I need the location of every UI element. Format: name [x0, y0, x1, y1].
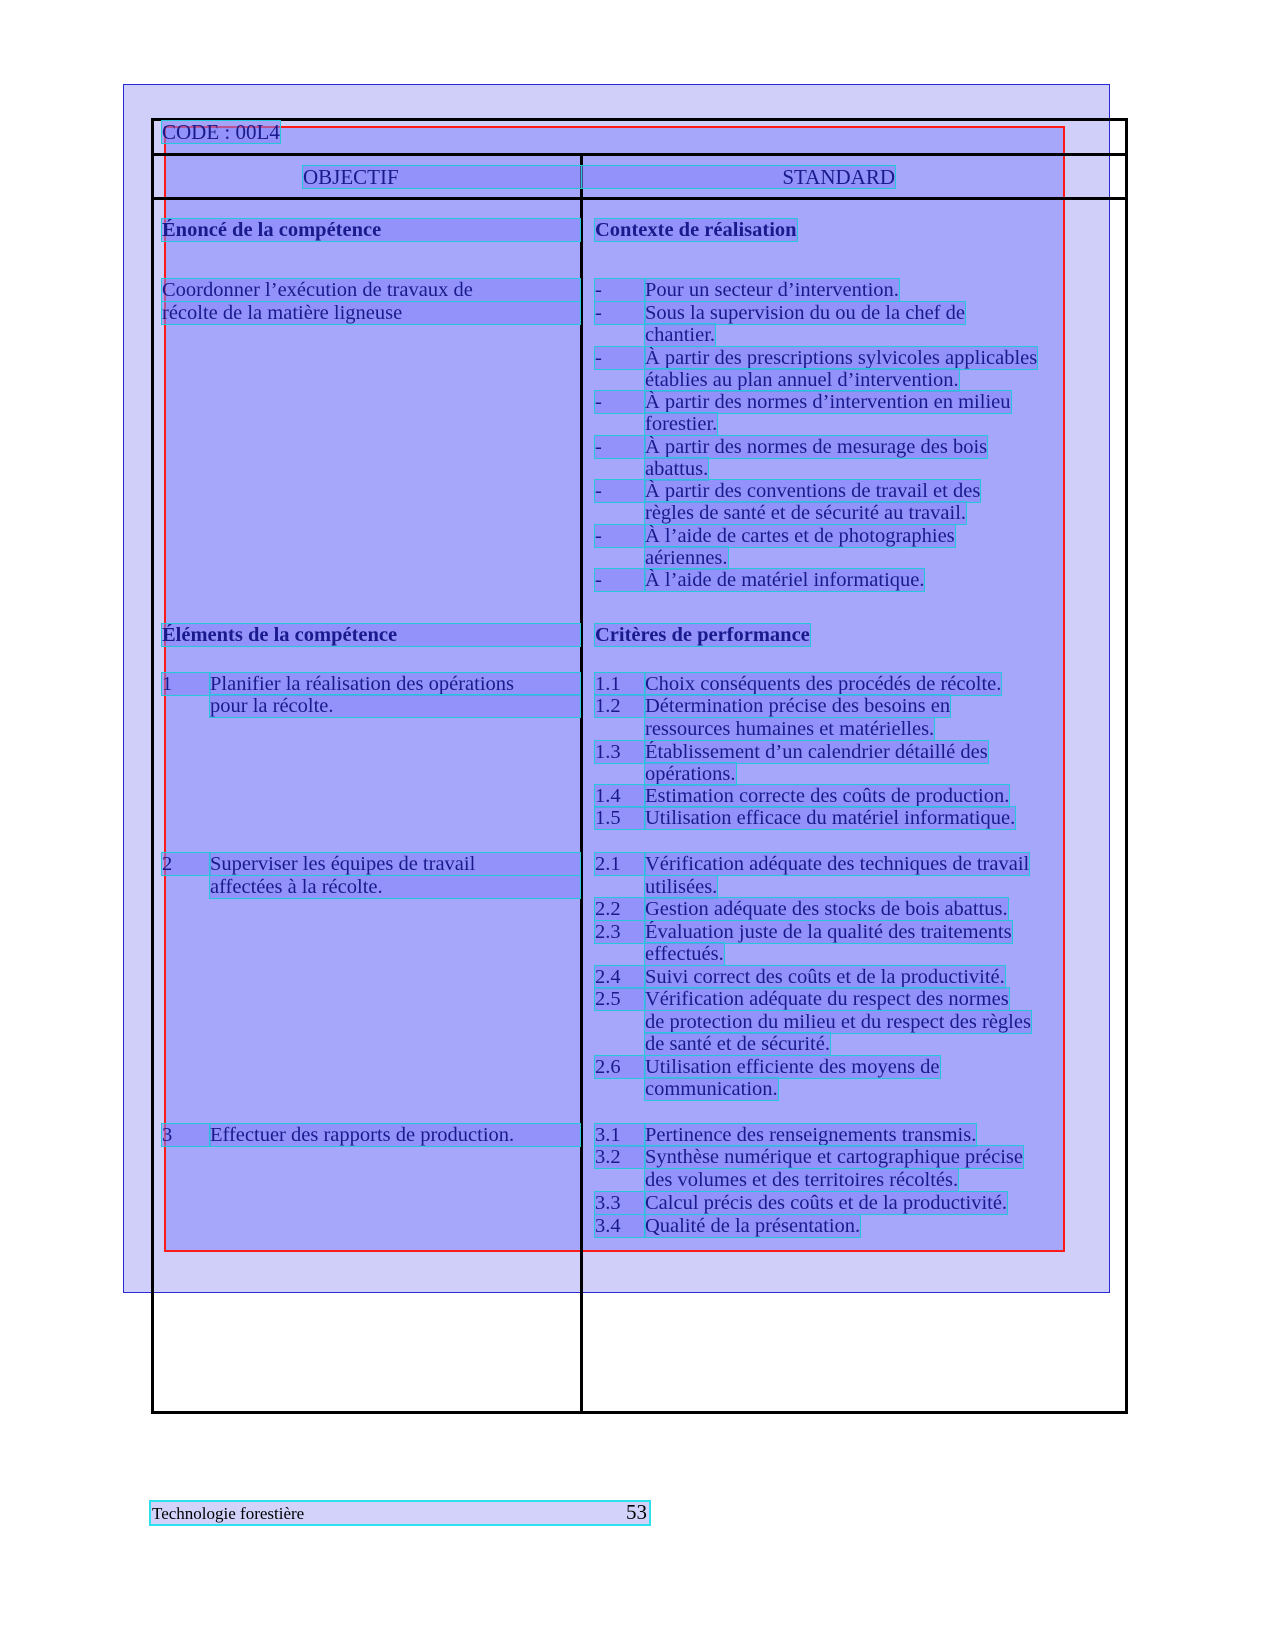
critere-line: de protection du milieu et du respect des règles: [645, 1011, 1031, 1033]
page-number: 53: [626, 1500, 647, 1524]
critere-line: Vérification adéquate des techniques de travail: [645, 853, 1030, 875]
critere-number: 2.4: [595, 966, 645, 988]
element-line: pour la récolte.: [210, 695, 580, 717]
element-number: 3: [162, 1124, 210, 1146]
contexte-line: établies au plan annuel d’intervention.: [645, 369, 959, 391]
contexte-line: Sous la supervision du ou de la chef de: [645, 302, 965, 324]
table-divider-columns: [580, 154, 583, 1414]
table-divider-header: [151, 197, 1128, 200]
critere-number: 2.2: [595, 898, 645, 920]
critere-number: 3.2: [595, 1146, 645, 1168]
enonce-line: Coordonner l’exécution de travaux de: [162, 279, 580, 301]
critere-number: 3.1: [595, 1124, 645, 1146]
contexte-line: À l’aide de matériel informatique.: [645, 569, 925, 591]
critere-line: Estimation correcte des coûts de production.: [645, 785, 1010, 807]
contexte-line: abattus.: [645, 458, 709, 480]
criteres-heading: Critères de performance: [595, 624, 810, 646]
critere-line: Qualité de la présentation.: [645, 1215, 861, 1237]
contexte-bullet: -: [595, 436, 645, 458]
objective-header: OBJECTIF: [303, 166, 581, 188]
critere-line: utilisées.: [645, 876, 718, 898]
critere-line: de santé et de sécurité.: [645, 1033, 830, 1055]
critere-line: Pertinence des renseignements transmis.: [645, 1124, 977, 1146]
element-number: 2: [162, 853, 210, 875]
critere-number: 1.4: [595, 785, 645, 807]
critere-line: Vérification adéquate du respect des normes: [645, 988, 1009, 1010]
contexte-bullet: -: [595, 391, 645, 413]
critere-number: 2.5: [595, 988, 645, 1010]
critere-line: Synthèse numérique et cartographique précise: [645, 1146, 1023, 1168]
contexte-line: règles de santé et de sécurité au travail.: [645, 502, 967, 524]
critere-line: Évaluation juste de la qualité des traitements: [645, 921, 1012, 943]
contexte-bullet: -: [595, 569, 645, 591]
critere-line: communication.: [645, 1078, 778, 1100]
critere-number: 1.3: [595, 741, 645, 763]
contexte-line: chantier.: [645, 324, 716, 346]
table-divider-code: [151, 153, 1128, 156]
element-line: Superviser les équipes de travail: [210, 853, 580, 875]
critere-line: Calcul précis des coûts et de la productivité.: [645, 1192, 1008, 1214]
enonce-heading: Énoncé de la compétence: [162, 219, 580, 241]
element-number: 1: [162, 673, 210, 695]
element-line: Planifier la réalisation des opérations: [210, 673, 580, 695]
critere-line: Choix conséquents des procédés de récolte.: [645, 673, 1002, 695]
critere-number: 1.5: [595, 807, 645, 829]
critere-line: Détermination précise des besoins en: [645, 695, 951, 717]
contexte-line: Pour un secteur d’intervention.: [645, 279, 899, 301]
critere-line: Utilisation efficiente des moyens de: [645, 1056, 940, 1078]
critere-number: 2.3: [595, 921, 645, 943]
contexte-bullet: -: [595, 279, 645, 301]
critere-line: Établissement d’un calendrier détaillé des: [645, 741, 988, 763]
code-label: CODE : 00L4: [162, 120, 280, 144]
contexte-line: À l’aide de cartes et de photographies: [645, 525, 955, 547]
critere-number: 3.4: [595, 1215, 645, 1237]
critere-line: des volumes et des territoires récoltés.: [645, 1169, 959, 1191]
critere-line: Gestion adéquate des stocks de bois abattus.: [645, 898, 1008, 920]
critere-line: ressources humaines et matérielles.: [645, 718, 935, 740]
element-line: affectées à la récolte.: [210, 876, 580, 898]
contexte-line: À partir des conventions de travail et des: [645, 480, 981, 502]
footer-title: Technologie forestière: [152, 1504, 305, 1523]
contexte-line: À partir des normes de mesurage des bois: [645, 436, 988, 458]
contexte-line: aériennes.: [645, 547, 728, 569]
critere-number: 3.3: [595, 1192, 645, 1214]
critere-number: 2.6: [595, 1056, 645, 1078]
critere-line: effectués.: [645, 943, 724, 965]
standard-header: STANDARD: [582, 166, 895, 188]
critere-line: opérations.: [645, 763, 736, 785]
contexte-bullet: -: [595, 347, 645, 369]
contexte-line: forestier.: [645, 413, 718, 435]
critere-number: 2.1: [595, 853, 645, 875]
critere-number: 1.2: [595, 695, 645, 717]
elements-heading: Éléments de la compétence: [162, 624, 580, 646]
element-line: Effectuer des rapports de production.: [210, 1124, 580, 1146]
contexte-line: À partir des normes d’intervention en milieu: [645, 391, 1011, 413]
enonce-line: récolte de la matière ligneuse: [162, 302, 580, 324]
contexte-bullet: -: [595, 480, 645, 502]
contexte-bullet: -: [595, 302, 645, 324]
critere-line: Utilisation efficace du matériel informatique.: [645, 807, 1016, 829]
contexte-bullet: -: [595, 525, 645, 547]
contexte-heading: Contexte de réalisation: [595, 219, 797, 241]
critere-line: Suivi correct des coûts et de la productivité.: [645, 966, 1005, 988]
critere-number: 1.1: [595, 673, 645, 695]
contexte-line: À partir des prescriptions sylvicoles applicables: [645, 347, 1038, 369]
